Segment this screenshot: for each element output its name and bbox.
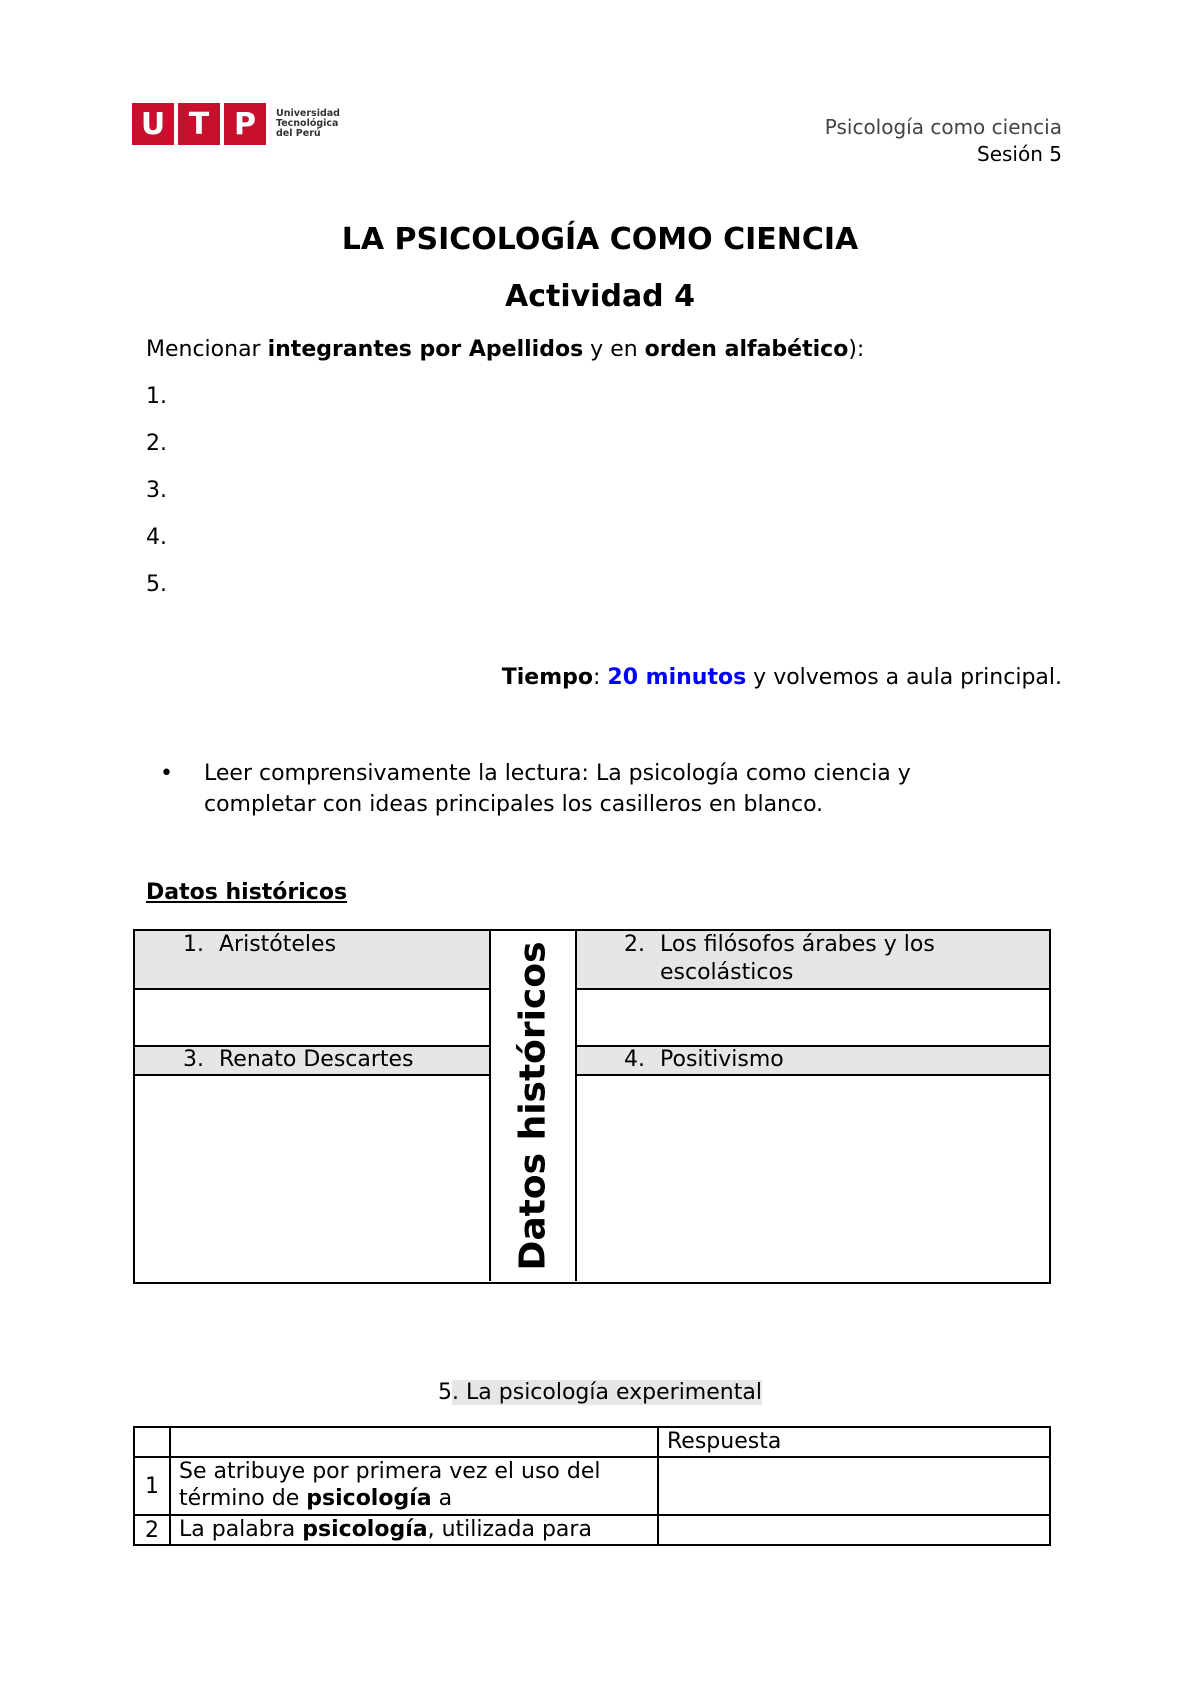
question-bold: psicología [306, 1486, 432, 1511]
intro-text-1: Mencionar [146, 337, 268, 362]
bullet-text: Leer comprensivamente la lectura: La psicología como ciencia y completar con ideas principales los casilleros en blanco. [204, 761, 911, 817]
divider [576, 1045, 1049, 1047]
cell-descartes-answer[interactable] [135, 1075, 490, 1281]
utp-logo [132, 103, 340, 145]
question-text-end: , utilizada para [427, 1517, 592, 1542]
time-note [502, 665, 1062, 690]
member-item-2[interactable]: 2. [146, 431, 167, 456]
cell-number: 3. [183, 1047, 204, 1072]
members-instruction [146, 337, 864, 362]
section-5-prefix: 5 [438, 1380, 453, 1405]
cell-number: 1. [183, 932, 204, 957]
divider [135, 1045, 490, 1047]
header-cell-respuesta: Respuesta [658, 1427, 1050, 1457]
instruction-bullet [160, 758, 1010, 820]
member-item-5[interactable]: 5. [146, 572, 167, 597]
vertical-label: Datos históricos [512, 941, 554, 1271]
cell-aristoteles-header [135, 931, 490, 989]
course-name: Psicología como ciencia [824, 115, 1062, 139]
section-5-title [0, 1380, 1200, 1405]
table-row [134, 1457, 1050, 1515]
table-header-row [134, 1427, 1050, 1457]
page-title: LA PSICOLOGÍA COMO CIENCIA [341, 222, 859, 257]
member-item-3[interactable]: 3. [146, 478, 167, 503]
page-subtitle: Actividad 4 [505, 279, 695, 314]
cell-positivismo-answer[interactable] [576, 1075, 1049, 1281]
time-label: Tiempo [501, 665, 593, 690]
time-rest: y volvemos a aula principal. [746, 665, 1062, 690]
cell-label: Aristóteles [219, 932, 337, 957]
member-item-1[interactable]: 1. [146, 384, 167, 409]
cell-filosofos-header [576, 931, 1049, 989]
divider [135, 988, 490, 990]
datos-historicos-grid [133, 929, 1051, 1284]
logo-line-2: Tecnológica [276, 118, 339, 129]
cell-descartes-header [135, 1046, 490, 1075]
question-bold: psicología [302, 1517, 428, 1542]
question-text-end: a [431, 1486, 453, 1511]
time-value: 20 minutos [607, 665, 747, 690]
row-answer[interactable] [658, 1515, 1050, 1545]
cell-number: 2. [624, 932, 645, 957]
session-label: Sesión 5 [977, 142, 1062, 166]
logo-text [276, 109, 340, 139]
logo-letter-t: T [178, 103, 220, 145]
intro-text-3: ): [848, 337, 865, 362]
header-cell-empty [170, 1427, 658, 1457]
cell-positivismo-header [576, 1046, 1049, 1075]
intro-bold-1: integrantes por Apellidos [267, 337, 584, 362]
section-5-name: . La psicología experimental [452, 1380, 762, 1405]
vertical-label-column [490, 931, 576, 1281]
cell-label: Los filósofos árabes y los escolásticos [660, 932, 935, 985]
row-answer[interactable] [658, 1457, 1050, 1515]
time-separator: : [592, 665, 608, 690]
member-item-4[interactable]: 4. [146, 525, 167, 550]
question-text: La palabra [179, 1517, 303, 1542]
cell-filosofos-answer[interactable] [576, 989, 1049, 1046]
question-text: Se atribuye por primera vez el uso del término de [179, 1459, 601, 1511]
table-row [134, 1515, 1050, 1545]
row-number: 2 [134, 1515, 170, 1545]
divider [576, 988, 1049, 990]
intro-bold-2: orden alfabético [644, 337, 849, 362]
bullet-icon: • [160, 761, 173, 786]
divider [135, 1074, 490, 1076]
cell-number: 4. [624, 1047, 645, 1072]
logo-line-3: del Perú [276, 128, 321, 139]
intro-text-2: y en [583, 337, 645, 362]
page-header [825, 114, 1062, 168]
logo-line-1: Universidad [276, 108, 340, 119]
questions-table [133, 1426, 1051, 1546]
header-cell-empty [134, 1427, 170, 1457]
cell-label: Renato Descartes [219, 1047, 414, 1072]
row-number: 1 [134, 1457, 170, 1515]
section-title-datos: Datos históricos [146, 880, 348, 905]
row-question [170, 1457, 658, 1515]
logo-letter-p: P [224, 103, 266, 145]
cell-aristoteles-answer[interactable] [135, 989, 490, 1046]
divider [576, 1074, 1049, 1076]
row-question [170, 1515, 658, 1545]
cell-label: Positivismo [660, 1047, 784, 1072]
members-list [146, 382, 167, 617]
logo-letter-u: U [132, 103, 174, 145]
